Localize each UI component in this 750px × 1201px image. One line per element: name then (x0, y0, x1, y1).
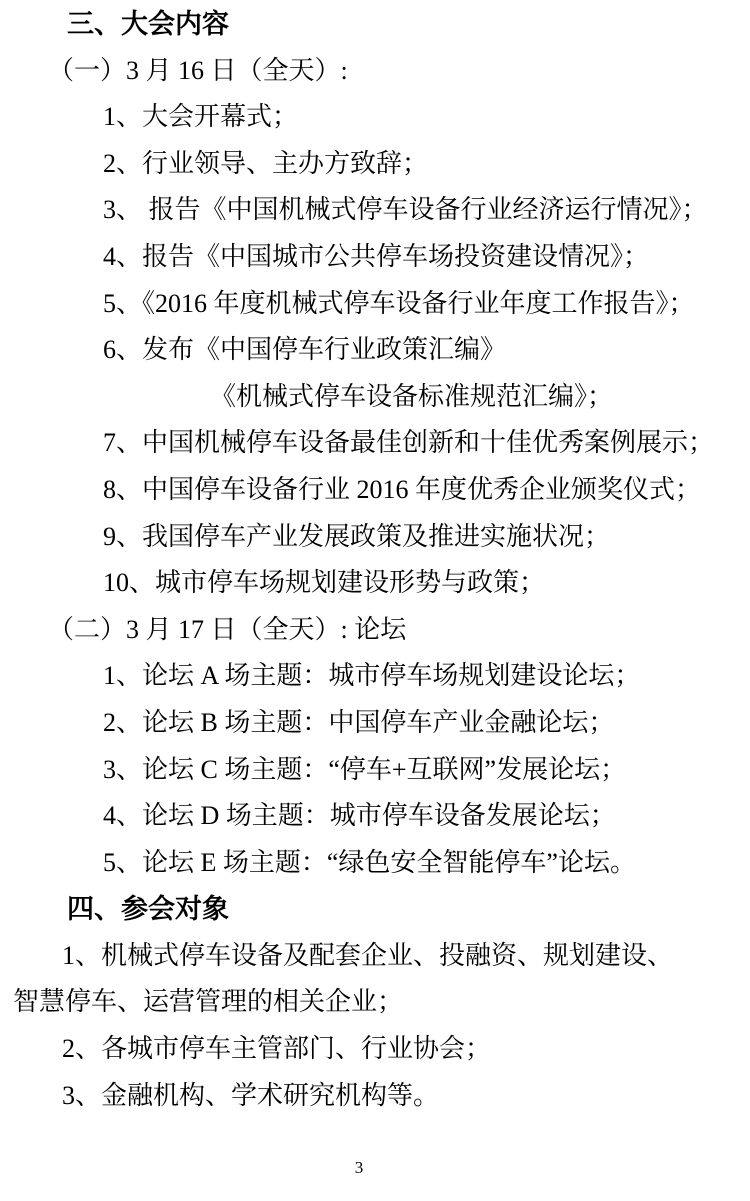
doc-line: 1、大会开幕式； (103, 102, 299, 132)
doc-line: 5、论坛 E 场主题：“绿色安全智能停车”论坛。 (103, 847, 636, 877)
doc-line: （一）3 月 16 日（全天）: (48, 55, 348, 85)
page-number: 3 (354, 1158, 364, 1177)
doc-line: 7、中国机械停车设备最佳创新和十佳优秀案例展示； (103, 428, 715, 458)
document-body (0, 1, 750, 1119)
doc-line: 4、报告《中国城市公共停车场投资建设情况》； (103, 241, 650, 271)
doc-line: 智慧停车、运营管理的相关企业； (13, 987, 404, 1017)
doc-line: 4、论坛 D 场主题：城市停车设备发展论坛； (103, 801, 616, 831)
doc-line: （二）3 月 17 日（全天）: 论坛 (48, 614, 407, 644)
doc-line: 2、论坛 B 场主题：中国停车产业金融论坛； (103, 707, 615, 737)
doc-line: 5、《2016 年度机械式停车设备行业年度工作报告》； (103, 288, 695, 318)
doc-line: 1、机械式停车设备及配套企业、投融资、规划建设、 (62, 940, 674, 970)
section-heading: 四、参会对象 (67, 894, 229, 925)
doc-line: 3、金融机构、学术研究机构等。 (62, 1080, 440, 1110)
doc-line: 3、 报告《中国机械式停车设备行业经济运行情况》； (103, 195, 708, 225)
doc-line: 9、我国停车产业发展政策及推进实施状况； (103, 521, 611, 551)
doc-line: 1、论坛 A 场主题：城市停车场规划建设论坛； (103, 661, 641, 691)
doc-line: 2、各城市停车主管部门、行业协会； (62, 1034, 492, 1064)
doc-line: 2、行业领导、主办方致辞； (103, 148, 429, 178)
doc-line: 《机械式停车设备标准规范汇编》； (210, 381, 614, 411)
section-heading: 三、大会内容 (67, 9, 229, 39)
doc-line: 6、发布《中国停车行业政策汇编》 (103, 335, 507, 365)
doc-line: 3、论坛 C 场主题：“停车+互联网”发展论坛； (103, 754, 627, 784)
doc-line: 8、中国停车设备行业 2016 年度优秀企业颁奖仪式； (103, 474, 702, 504)
doc-line: 10、城市停车场规划建设形势与政策； (103, 568, 546, 598)
